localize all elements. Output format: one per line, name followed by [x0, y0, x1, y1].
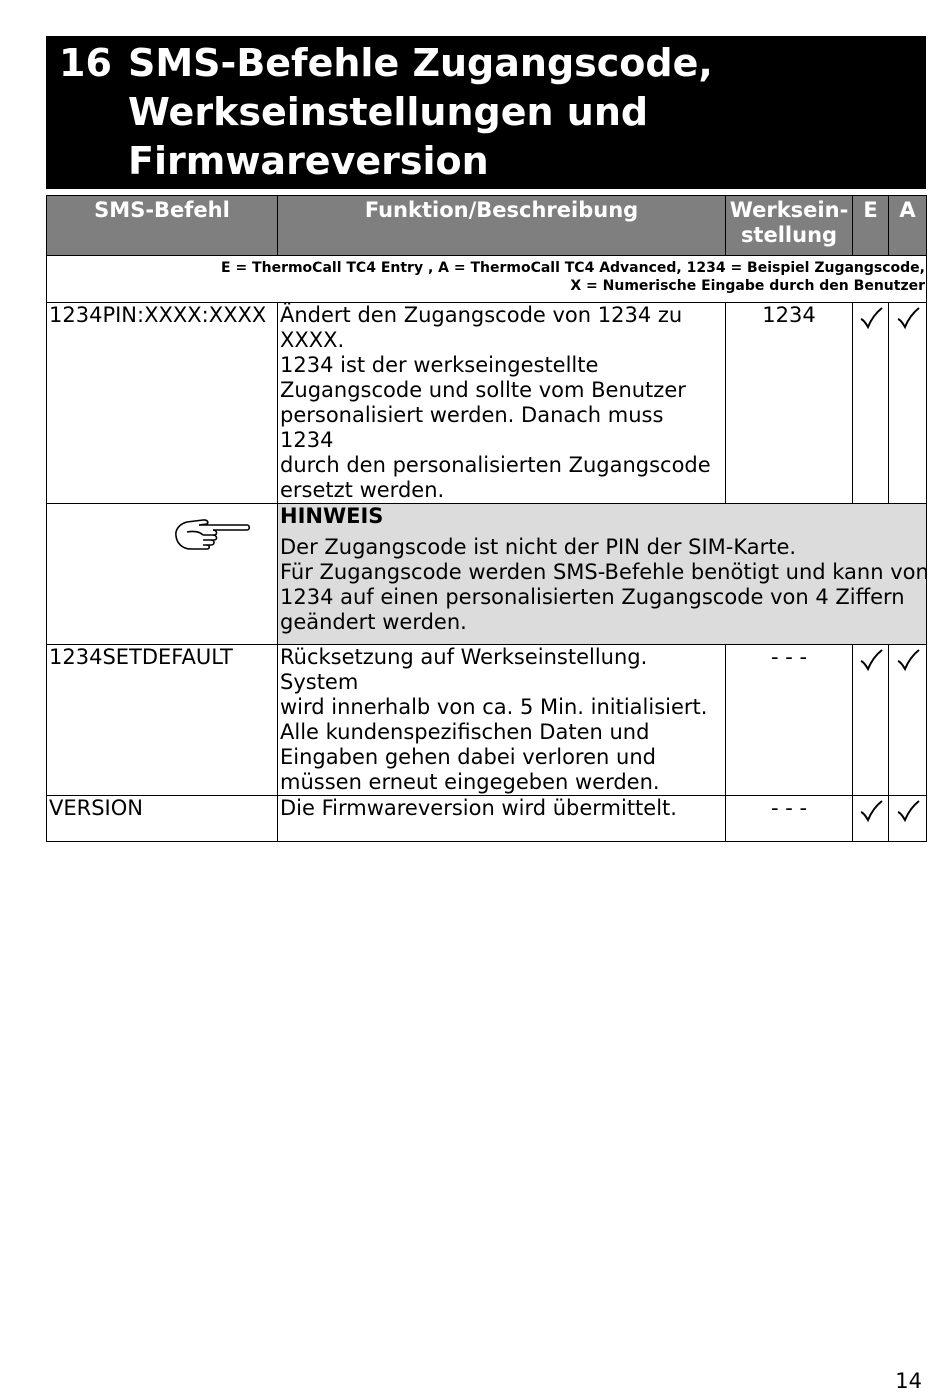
legend-line: X = Numerische Eingabe durch den Benutzer	[570, 278, 925, 294]
legend-row	[47, 256, 927, 303]
description-line: durch den personalisierten Zugangscode	[280, 453, 711, 477]
column-header-entry: E	[853, 196, 889, 256]
page-number: 14	[895, 1369, 922, 1393]
description-line: Rücksetzung auf Werkseinstellung. System	[280, 645, 648, 694]
legend-line: E = ThermoCall TC4 Entry , A = ThermoCall TC4 Advanced, 1234 = Beispiel Zugangscode,	[221, 260, 925, 276]
entry-check-cell	[853, 796, 889, 842]
checkmark-icon	[859, 306, 883, 330]
description-cell	[278, 796, 726, 842]
checkmark-icon	[896, 799, 920, 823]
note-title: HINWEIS	[280, 504, 384, 528]
checkmark-icon	[896, 648, 920, 672]
column-header-default	[726, 196, 853, 256]
advanced-check-cell	[889, 303, 927, 504]
entry-check-cell	[853, 645, 889, 796]
section-title-line: Werkseinstellungen und	[128, 90, 649, 134]
checkmark-icon	[896, 306, 920, 330]
checkmark-icon	[859, 799, 883, 823]
legend	[47, 256, 927, 303]
note-text	[280, 535, 929, 635]
section-number: 16	[59, 41, 112, 85]
description-line: Alle kundenspezifischen Daten und	[280, 720, 650, 744]
description-line: personalisiert werden. Danach muss 1234	[280, 403, 664, 452]
column-header-advanced: A	[889, 196, 927, 256]
command-cell: 1234SETDEFAULT	[47, 645, 278, 796]
note-line: 1234 auf einen personalisierten Zugangscode von 4 Ziffern	[280, 585, 905, 609]
description-line: Die Firmwareversion wird übermittelt.	[280, 796, 677, 820]
table-header-row	[47, 196, 927, 256]
column-header-command: SMS-Befehl	[47, 196, 278, 256]
checkmark-icon	[859, 648, 883, 672]
table-row	[47, 645, 927, 796]
advanced-check-cell	[889, 645, 927, 796]
default-cell: 1234	[726, 303, 853, 504]
note-row	[47, 504, 927, 645]
section-title-bar	[46, 36, 926, 189]
table-row	[47, 796, 927, 842]
description-line: Zugangscode und sollte vom Benutzer	[280, 378, 686, 402]
pointing-hand-icon	[173, 514, 251, 554]
note-icon-cell	[47, 504, 278, 645]
column-header-function: Funktion/Beschreibung	[278, 196, 726, 256]
description-line: 1234 ist der werkseingestellte	[280, 353, 599, 377]
section-title-line: Firmwareversion	[128, 139, 489, 183]
description-line: ersetzt werden.	[280, 478, 445, 502]
note-line: Für Zugangscode werden SMS-Befehle benötigt und kann von	[280, 560, 929, 584]
command-cell: VERSION	[47, 796, 278, 842]
default-cell: - - -	[726, 796, 853, 842]
column-header-default-line: Werksein-	[729, 198, 849, 222]
note-line: Der Zugangscode ist nicht der PIN der SIM-Karte.	[280, 535, 797, 559]
description-line: wird innerhalb von ca. 5 Min. initialisiert.	[280, 695, 708, 719]
description-cell	[278, 303, 726, 504]
default-cell: - - -	[726, 645, 853, 796]
table-row	[47, 303, 927, 504]
sms-command-table	[46, 195, 927, 842]
description-cell	[278, 645, 726, 796]
entry-check-cell	[853, 303, 889, 504]
description-line: Ändert den Zugangscode von 1234 zu	[280, 303, 683, 327]
column-header-default-line: stellung	[740, 223, 838, 247]
section-title-line: SMS-Befehle Zugangscode,	[128, 41, 713, 85]
description-line: müssen erneut eingegeben werden.	[280, 770, 660, 794]
note-box	[278, 504, 927, 645]
description-line: XXXX.	[280, 328, 345, 352]
note-line: geändert werden.	[280, 610, 467, 634]
description-line: Eingaben gehen dabei verloren und	[280, 745, 656, 769]
advanced-check-cell	[889, 796, 927, 842]
section-title	[128, 39, 713, 186]
command-cell: 1234PIN:XXXX:XXXX	[47, 303, 278, 504]
